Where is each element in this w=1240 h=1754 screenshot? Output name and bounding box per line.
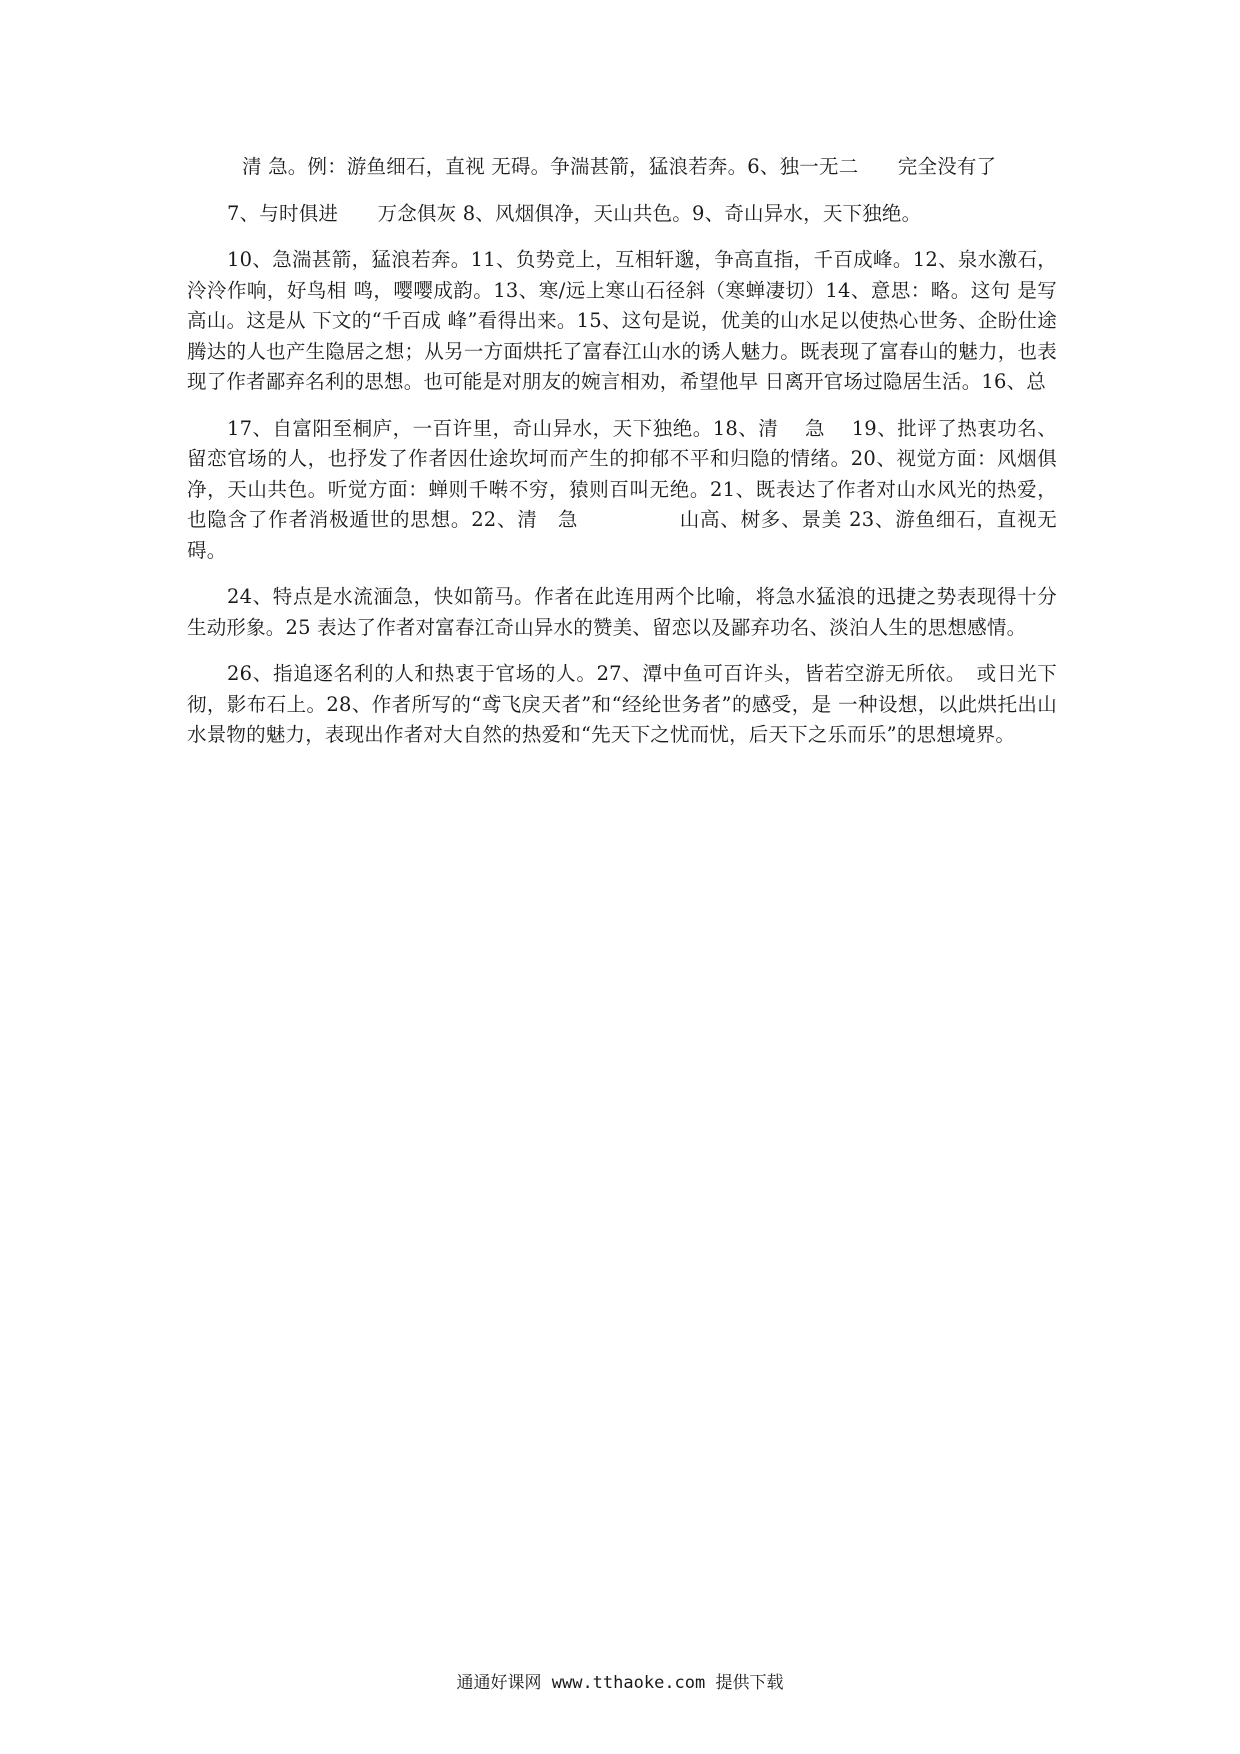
answer-paragraph-4: 17、自富阳至桐庐，一百许里，奇山异水，天下独绝。18、清 急 19、批评了热衷功名、留恋官场的人，也抒发了作者因仕途坎坷而产生的抑郁不平和归隐的情绪。20、视觉方面：风烟俱净，天山共色。听觉方面：蝉则千啭不穷，猿则百叫无绝。21、既表达了作者对山水风光的热爱，也隐含了作者消极遁世的思想。22、清 急 山高、树多、景美 23、游鱼细石，直视无碍。 [187,416,1057,562]
answer-paragraph-2: 7、与时俱进 万念俱灰 8、风烟俱净，天山共色。9、奇山异水，天下独绝。 [227,201,922,225]
answer-paragraph-3: 10、急湍甚箭，猛浪若奔。11、负势竞上，互相轩邈，争高直指，千百成峰。12、泉水激石，泠泠作响，好鸟相 鸣，嘤嘤成韵。13、寒/远上寒山石径斜（寒蝉凄切）14、意思：略。这句 是写高山。这是从 下文的“千百成 峰”看得出来。15、这句是说，优美的山水足以使热心世务、企盼仕途腾达的人也产生隐居之想；从另一方面烘托了富春江山水的诱人魅力。既表现了富春山的魅力，也表现了作者鄙弃名利的思想。也可能是对朋友的婉言相劝，希望他早 日离开官场过隐居生活。16、总 [187,248,1057,393]
page-footer: 通通好课网 www.tthaoke.com 提供下载 [456,1673,784,1693]
document-body [187,152,1057,767]
answer-paragraph-1: 清 急。例：游鱼细石，直视 无碍。争湍甚箭，猛浪若奔。6、独一无二 完全没有了 [242,155,997,178]
answer-paragraph-5: 24、特点是水流湎急，快如箭马。作者在此连用两个比喻，将急水猛浪的迅捷之势表现得十分生动形象。25 表达了作者对富春江奇山异水的赞美、留恋以及鄙弃功名、淡泊人生的思想感情。 [187,585,1057,639]
answer-paragraph-6: 26、指追逐名利的人和热衷于官场的人。27、潭中鱼可百许头，皆若空游无所依。 或日光下彻，影布石上。28、作者所写的“鸢飞戾天者”和“经纶世务者”的感受，是 一种设想，以此烘托出山水景物的魅力，表现出作者对大自然的热爱和“先天下之忧而忧，后天下之乐而乐”的思想境界。 [187,662,1057,746]
